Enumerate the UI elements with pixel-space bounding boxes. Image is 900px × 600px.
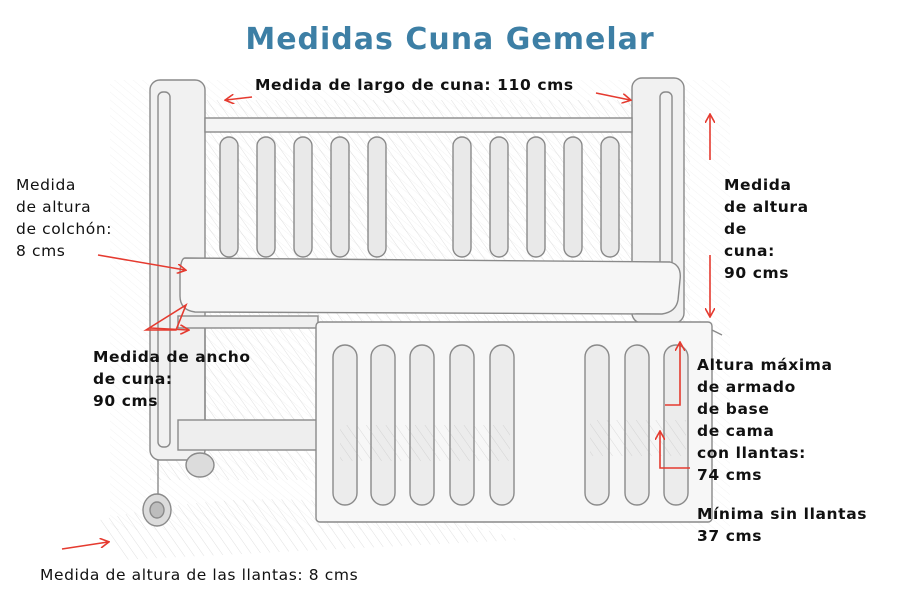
base-max-height-label: Altura máxima de armado de base de cama con llantas: 74 cms — [697, 356, 833, 484]
length-label: Medida de largo de cuna: 110 cms — [255, 76, 574, 94]
page-title: Medidas Cuna Gemelar — [245, 22, 655, 57]
crib-width-label: Medida de ancho de cuna: 90 cms — [93, 348, 251, 410]
mattress-height-label: Medida de altura de colchón: 8 cms — [16, 176, 113, 260]
base-min-height-label: Mínima sin llantas 37 cms — [697, 505, 868, 545]
trundle-bed — [316, 322, 722, 522]
wheel-height-arrow — [62, 542, 108, 549]
wheel-height-label: Medida de altura de las llantas: 8 cms — [40, 566, 359, 584]
crib-height-label: Medida de altura de cuna: 90 cms — [724, 176, 809, 282]
